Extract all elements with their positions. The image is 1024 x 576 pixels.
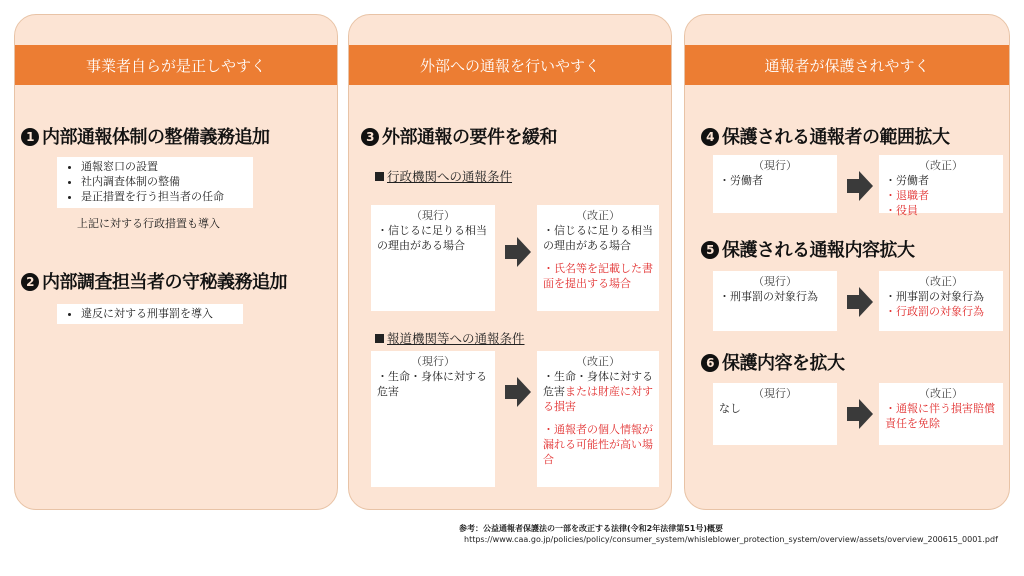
before-box: （現行） ・刑事罰の対象行為 [713,271,837,331]
item-title: 内部調査担当者の守秘義務追加 [42,272,287,293]
before-box: （現行） ・信じるに足りる相当の理由がある場合 [371,205,495,311]
item-heading [21,268,287,294]
arrow-right-icon [847,399,873,429]
before-box: （現行） ・生命・身体に対する危害 [371,351,495,487]
panel-header: 事業者自らが是正しやすく [15,45,337,85]
number-badge: 5 [701,241,719,259]
before-box: （現行） ・労働者 [713,155,837,213]
panel-internal [14,14,338,510]
item-title: 保護される通報者の範囲拡大 [722,127,950,148]
panel-protection [684,14,1010,510]
list-item: • 是正措置を行う担当者の任命 [81,189,249,204]
item-heading [701,236,915,262]
subheading: 報道機関等への通報条件 [375,329,525,347]
subheading: 行政機関への通報条件 [375,167,512,185]
number-badge: 4 [701,128,719,146]
item-title: 外部通報の要件を緩和 [382,127,557,148]
number-badge: 6 [701,354,719,372]
panel-external [348,14,672,510]
item-title: 保護される通報内容拡大 [722,240,915,261]
after-box: （改正） ・通報に伴う損害賠償責任を免除 [879,383,1003,445]
item-title: 内部通報体制の整備義務追加 [42,127,270,148]
arrow-right-icon [847,287,873,317]
after-box: （改正） ・労働者 ・退職者 ・役員 [879,155,1003,213]
arrow-right-icon [847,171,873,201]
source-note: 参考：公益通報者保護法の一部を改正する法律(令和2年法律第51号)概要 [459,524,724,533]
number-badge: 2 [21,273,39,291]
panel-header: 外部への通報を行いやすく [349,45,671,85]
bullet-box [57,157,253,208]
number-badge: 3 [361,128,379,146]
after-box: （改正） ・生命・身体に対する危害または財産に対する損害 ・通報者の個人情報が漏れる可能性が高い場合 [537,351,659,487]
bullet-box [57,304,243,324]
list-item: • 違反に対する刑事罰を導入 [81,306,239,321]
note-text: 上記に対する行政措置も導入 [77,217,220,230]
arrow-right-icon [505,237,531,267]
item-heading [701,349,845,375]
source-url[interactable]: https://www.caa.go.jp/policies/policy/consumer_system/whisleblower_protection_system/overview/assets/overview_200615_0001.pdf [464,535,998,544]
before-box: （現行） なし [713,383,837,445]
list-item: • 通報窓口の設置 [81,159,249,174]
after-box: （改正） ・信じるに足りる相当の理由がある場合 ・氏名等を記載した書面を提出する場合 [537,205,659,311]
item-heading [21,123,270,149]
item-heading [361,123,557,149]
list-item: • 社内調査体制の整備 [81,174,249,189]
after-box: （改正） ・刑事罰の対象行為 ・行政罰の対象行為 [879,271,1003,331]
item-title: 保護内容を拡大 [722,353,845,374]
number-badge: 1 [21,128,39,146]
item-heading [701,123,950,149]
arrow-right-icon [505,377,531,407]
panel-header: 通報者が保護されやすく [685,45,1009,85]
